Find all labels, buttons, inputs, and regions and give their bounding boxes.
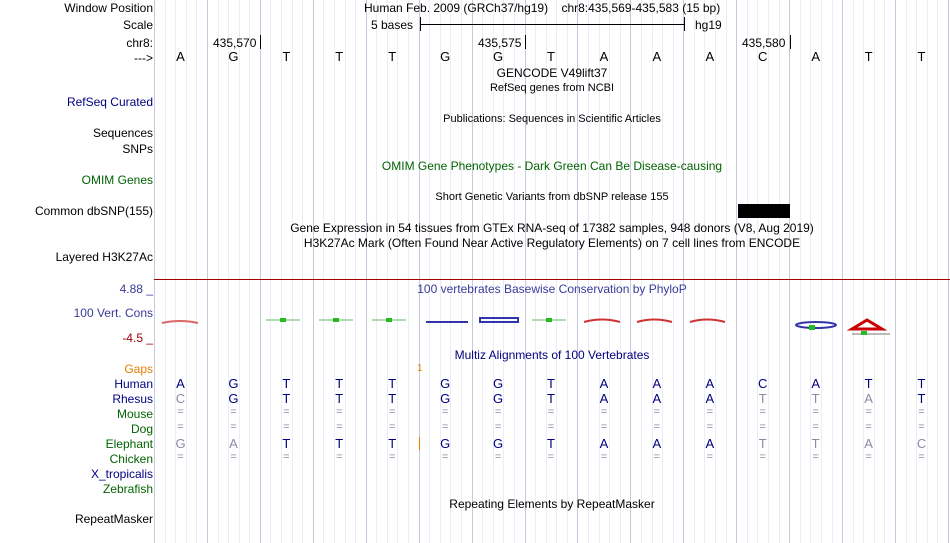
scale-label: Scale (122, 18, 153, 32)
phylop-conservation-plot (154, 305, 950, 340)
insertion-marker (419, 437, 420, 450)
alignment-base: T (758, 436, 767, 451)
alignment-base: T (335, 376, 344, 391)
alignment-base: A (652, 436, 662, 451)
coord-label: 435,580 (742, 36, 786, 50)
species-label[interactable]: X_tropicalis (90, 467, 153, 481)
alignment-base: T (811, 436, 820, 451)
base-letter: T (547, 49, 555, 64)
alignment-base: = (389, 406, 396, 418)
alignment-base: G (228, 391, 239, 406)
alignment-base: = (600, 451, 608, 463)
base-letter: A (705, 49, 715, 64)
repeatmasker-track-title[interactable]: Repeating Elements by RepeatMasker (449, 497, 655, 511)
alignment-base: = (230, 406, 237, 418)
base-letter: T (282, 49, 291, 64)
alignment-base: = (441, 406, 449, 418)
alignment-base: A (864, 391, 873, 406)
refseq-track-label[interactable]: RefSeq Curated (66, 95, 153, 109)
alignment-base: = (653, 406, 661, 418)
alignment-base: T (547, 376, 555, 391)
alignment-base: T (282, 436, 291, 451)
alignment-base: C (758, 376, 768, 391)
species-label[interactable]: Rhesus (112, 392, 153, 406)
alignment-base: C (916, 436, 927, 451)
alignment-base: G (440, 376, 451, 391)
alignment-base: = (812, 451, 819, 463)
alignment-base: = (918, 421, 925, 433)
alignment-base: = (759, 406, 766, 418)
alignment-base: = (918, 406, 925, 418)
alignment-base: = (600, 406, 608, 418)
base-letter: A (599, 49, 609, 64)
coord-tick (260, 35, 261, 49)
coord-label: 435,575 (478, 36, 522, 50)
track-separator-line (154, 279, 950, 280)
alignment-base: = (547, 421, 555, 433)
base-letter: T (864, 49, 873, 64)
h3k27ac-track-label[interactable]: Layered H3K27Ac (55, 250, 153, 264)
alignment-base: T (758, 391, 767, 406)
alignment-base: T (917, 391, 926, 406)
base-letter: T (917, 49, 926, 64)
alignment-base: = (230, 421, 237, 433)
coord-tick (525, 35, 526, 49)
alignment-base: T (864, 376, 873, 391)
alignment-base: A (599, 391, 609, 406)
alignment-base: = (283, 451, 290, 463)
alignment-base: = (389, 451, 396, 463)
alignment-base: G (228, 376, 239, 391)
alignment-base: T (388, 376, 397, 391)
alignment-base: G (493, 436, 504, 451)
sequences-track-label[interactable]: Sequences (92, 126, 153, 140)
alignment-base: T (547, 436, 555, 451)
omim-track-label[interactable]: OMIM Genes (81, 173, 153, 187)
alignment-base: = (759, 421, 766, 433)
coord-label: 435,570 (213, 36, 257, 50)
alignment-base: T (547, 391, 555, 406)
phylop-track-label[interactable]: 100 Vert. Cons (73, 306, 153, 320)
alignment-base: = (547, 451, 555, 463)
chrom-label: chr8: (126, 36, 153, 50)
repeatmasker-track-label[interactable]: RepeatMasker (74, 512, 153, 526)
gencode-track-title[interactable]: GENCODE V49lift37 (496, 66, 608, 80)
alignment-base: A (599, 436, 609, 451)
alignment-base: = (812, 406, 819, 418)
alignment-base: = (336, 451, 343, 463)
alignment-base: = (389, 421, 396, 433)
alignment-base: T (917, 376, 926, 391)
base-letter: T (388, 49, 397, 64)
base-letter: G (228, 49, 239, 64)
phylop-min-value: -4.5 _ (122, 331, 153, 345)
alignment-base: = (494, 451, 502, 463)
alignment-base: = (230, 451, 237, 463)
alignment-base: = (706, 406, 714, 418)
alignment-base: = (336, 406, 343, 418)
window-position-value: Human Feb. 2009 (GRCh37/hg19) chr8:435,569-435,583 (15 bp) (364, 1, 721, 15)
base-letter: T (335, 49, 344, 64)
species-label[interactable]: Chicken (109, 452, 153, 466)
species-label[interactable]: Mouse (116, 407, 153, 421)
phylop-track-title[interactable]: 100 vertebrates Basewise Conservation by PhyloP (417, 282, 687, 296)
alignment-base: = (865, 406, 872, 418)
alignment-base: = (706, 451, 714, 463)
alignment-base: G (493, 376, 504, 391)
scale-text: 5 bases (371, 18, 414, 32)
alignment-base: G (440, 391, 451, 406)
alignment-base: G (493, 391, 504, 406)
scale-assembly: hg19 (695, 18, 722, 32)
alignment-base: = (177, 451, 184, 463)
alignment-base: A (229, 436, 238, 451)
alignment-base: = (812, 421, 819, 433)
omim-track-title[interactable]: OMIM Gene Phenotypes - Dark Green Can Be Disease-causing (381, 159, 723, 173)
window-position-label: Window Position (64, 1, 153, 15)
refseq-subtitle: RefSeq genes from NCBI (489, 82, 615, 94)
species-label[interactable]: Dog (130, 422, 153, 436)
alignment-base: T (388, 436, 397, 451)
alignment-base: A (864, 436, 873, 451)
alignment-base: T (282, 391, 291, 406)
alignment-base: = (653, 421, 661, 433)
alignment-base: = (865, 421, 872, 433)
base-letter: A (652, 49, 662, 64)
species-label[interactable]: Zebrafish (102, 482, 153, 496)
alignment-base: = (600, 421, 608, 433)
alignment-base: = (653, 451, 661, 463)
alignment-base: A (652, 391, 662, 406)
alignment-base: = (865, 451, 872, 463)
alignment-base: T (335, 391, 344, 406)
multiz-track-title[interactable]: Multiz Alignments of 100 Vertebrates (454, 348, 650, 362)
alignment-base: G (440, 436, 451, 451)
gaps-track-label[interactable]: Gaps (124, 362, 153, 376)
base-letter: A (811, 49, 820, 64)
alignment-base: = (494, 406, 502, 418)
alignment-base: = (283, 406, 290, 418)
strand-label: ---> (134, 51, 153, 65)
gtex-track-title[interactable]: Gene Expression in 54 tissues from GTEx RNA-seq of 17382 samples, 948 donors (V8, Aug 2019) (290, 221, 814, 235)
alignment-base: = (759, 451, 766, 463)
alignment-base: C (175, 391, 186, 406)
grid-line (948, 0, 949, 543)
alignment-base: T (388, 391, 397, 406)
species-label[interactable]: Elephant (105, 437, 153, 451)
base-letter: G (493, 49, 504, 64)
alignment-base: = (177, 406, 184, 418)
alignment-base: = (441, 451, 449, 463)
alignment-base: A (811, 376, 820, 391)
alignment-base: = (283, 421, 290, 433)
alignment-base: A (176, 376, 185, 391)
alignment-base: A (705, 436, 715, 451)
scale-bar (420, 17, 685, 31)
alignment-base: = (177, 421, 184, 433)
h3k27ac-track-title[interactable]: H3K27Ac Mark (Often Found Near Active Regulatory Elements) on 7 cell lines from ENCODE (303, 236, 801, 250)
alignment-base: A (652, 376, 662, 391)
alignment-base: G (175, 436, 186, 451)
alignment-base: T (282, 376, 291, 391)
dbsnp-track-title[interactable]: Short Genetic Variants from dbSNP release 155 (435, 191, 669, 203)
base-letter: G (440, 49, 451, 64)
gaps-count: 1 (417, 363, 423, 374)
phylop-max-value: 4.88 _ (119, 282, 153, 296)
dbsnp-variant-block[interactable] (738, 204, 790, 218)
alignment-base: = (918, 451, 925, 463)
alignment-base: A (705, 391, 715, 406)
publications-track-title[interactable]: Publications: Sequences in Scientific Articles (443, 113, 661, 125)
species-label[interactable]: Human (114, 377, 153, 391)
alignment-base: = (706, 421, 714, 433)
alignment-base: = (547, 406, 555, 418)
coord-tick (790, 35, 791, 49)
alignment-base: = (494, 421, 502, 433)
alignment-base: A (705, 376, 715, 391)
base-letter: A (176, 49, 185, 64)
base-letter: C (758, 49, 768, 64)
snps-track-label[interactable]: SNPs (122, 142, 153, 156)
alignment-base: = (336, 421, 343, 433)
alignment-base: T (335, 436, 344, 451)
alignment-base: A (599, 376, 609, 391)
alignment-base: T (811, 391, 820, 406)
alignment-base: = (441, 421, 449, 433)
dbsnp-track-label[interactable]: Common dbSNP(155) (34, 204, 153, 218)
phylop-mark (162, 321, 198, 323)
